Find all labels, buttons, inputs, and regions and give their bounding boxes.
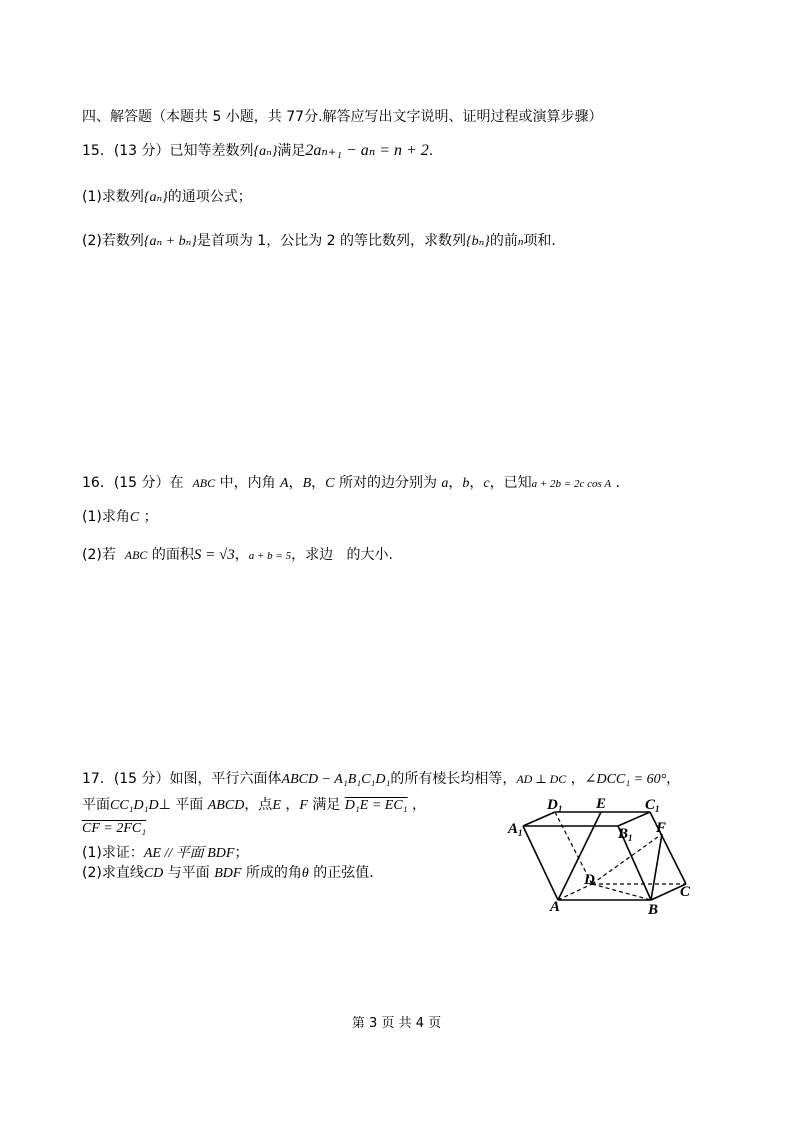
- q16-p2-post: ，求边: [291, 547, 334, 563]
- q17-head: 17．(15 分）如图，平行六面体: [82, 771, 282, 787]
- label-C: C: [680, 884, 691, 900]
- q15-p2-mid: 是首项为 1，公比为 2 的等比数列，求数列: [196, 233, 467, 249]
- q16-mid: 中，内角: [219, 475, 276, 491]
- q17-p2-post: 的正弦值.: [313, 865, 374, 881]
- q15-p2-n: n: [517, 236, 524, 248]
- q17-p1-post: ；: [234, 845, 249, 861]
- q15-p2-pre: (2)若数列: [82, 233, 144, 249]
- q17-p2-mid2: 所成的角: [245, 865, 302, 881]
- q17-mid: 的所有棱长均相等，: [390, 771, 517, 787]
- q17-p1-expr: AE // 平面 BDF: [143, 846, 235, 861]
- q15-end: .: [428, 143, 434, 159]
- q17-p2-pre: (2)求直线: [82, 865, 144, 881]
- q15-p1-post: 的通项公式；: [167, 189, 252, 205]
- q15-part2: [82, 230, 556, 250]
- q17-satisfy: 满足: [312, 797, 341, 813]
- q15-seq-an: {aₙ}: [253, 144, 278, 159]
- q16-ab: a + b = 5: [248, 550, 292, 562]
- q17-F: F: [299, 798, 308, 813]
- q15-p1-pre: (1)求数列: [82, 189, 144, 205]
- edge-C1B1: [618, 812, 650, 826]
- label-D: D: [584, 872, 595, 888]
- q16-comma1: ，: [234, 547, 249, 563]
- edge-A1D1: [523, 812, 555, 826]
- label-D1: $D_1$: [547, 797, 563, 814]
- q16-p2-mid: 的面积: [151, 547, 194, 563]
- q16-end: .: [615, 475, 620, 491]
- q16-p2-end: 的大小.: [346, 547, 393, 563]
- parallelepiped-figure: [500, 796, 710, 916]
- q17-solid: ABCD − A₁B₁C₁D₁: [281, 772, 391, 787]
- q17-pts: ，点: [244, 797, 273, 813]
- q16-a: a: [441, 476, 449, 491]
- q16-C: C: [325, 476, 335, 491]
- q17-part1: [82, 842, 248, 862]
- q15-equation: 2aₙ₊₁ − aₙ = n + 2: [305, 142, 429, 159]
- q17-p2-CD: CD: [143, 866, 164, 881]
- q17-line2: 平面CC₁D₁D⊥ 平面 ABCD，点E ，F 满足 D₁E = EC₁ ，: [82, 797, 426, 813]
- page-footer: 第 3 页 共 4 页: [351, 1016, 442, 1031]
- q15-p2-seq-anbn: {aₙ + bₙ}: [143, 234, 197, 249]
- q16-p2-tri: ABC: [124, 548, 148, 562]
- q16-head: 16．(15 分）在: [82, 475, 184, 491]
- line-FB: [651, 834, 662, 900]
- q17-perp: AD ⊥ DC: [516, 772, 567, 786]
- label-E: E: [596, 796, 607, 812]
- q16-p1-C: C: [129, 510, 140, 525]
- label-C1: $C_1$: [645, 797, 660, 814]
- label-A1: $A_1$: [508, 821, 523, 838]
- q17-angle: ∠DCC₁ = 60°: [584, 772, 667, 787]
- q17-part2: [82, 862, 374, 882]
- q17-E: E: [272, 798, 281, 813]
- q16-p1-post: ；: [143, 509, 158, 525]
- q15-p2-n-pre: 的前: [489, 233, 518, 249]
- q17-perp-sym: ⊥ 平面: [158, 797, 204, 813]
- q16-part2: [82, 544, 393, 564]
- q16-S: S = √3: [193, 547, 235, 563]
- label-A: A: [550, 899, 561, 915]
- q16-c: c: [483, 476, 490, 491]
- q16-b: b: [462, 476, 470, 491]
- q17-vec2: CF = 2FC₁: [82, 821, 147, 836]
- q16-known: ，已知: [489, 475, 532, 491]
- q16-line1: 16．(15 分）在 ABC 中，内角 A，B，C 所对的边分别为 a，b，c，已知a + 2b = 2c cos A .: [82, 475, 620, 491]
- q16-B: B: [302, 476, 312, 491]
- section-title: 四、解答题（本题共 5 小题，共 77分.解答应写出文字说明、证明过程或演算步骤）: [82, 109, 603, 125]
- q16-part1: [82, 506, 158, 526]
- q15-part1: [82, 186, 252, 206]
- q16-tri: ABC: [192, 476, 216, 490]
- q17-plane1: CC₁D₁D: [110, 798, 159, 813]
- label-B1: $B_1$: [618, 826, 633, 843]
- q15-mid: 满足: [277, 143, 306, 159]
- q16-cond: a + 2b = 2c cos A: [531, 478, 612, 490]
- q17-plane2: ABCD: [207, 798, 245, 813]
- q15-p1-seq: {aₙ}: [143, 190, 168, 205]
- q17-line2-pre: 平面: [82, 797, 110, 813]
- q17-p2-mid: 与平面: [167, 865, 210, 881]
- q16-mid2: 所对的边分别为: [338, 475, 437, 491]
- line-DB: [592, 884, 651, 900]
- q17-line3: [82, 820, 146, 837]
- q17-vec1: D₁E = EC₁: [344, 798, 408, 813]
- q16-A: A: [280, 476, 289, 491]
- q16-p2-pre: (2)若: [82, 547, 116, 563]
- q17-line1: 17．(15 分）如图，平行六面体ABCD − A₁B₁C₁D₁的所有棱长均相等，AD ⊥ DC ，∠DCC₁ = 60°，: [82, 771, 681, 787]
- q15-line1: [82, 140, 433, 160]
- label-F: F: [656, 820, 667, 836]
- label-B: B: [648, 902, 659, 918]
- q17-theta: θ: [301, 866, 309, 881]
- q17-p1-pre: (1)求证：: [82, 845, 144, 861]
- edge-A1A: [523, 826, 558, 900]
- q15-head: 15．(13 分）已知等差数列: [82, 143, 254, 159]
- q16-p1-pre: (1)求角: [82, 509, 130, 525]
- q15-p2-post: 项和.: [523, 233, 556, 249]
- q15-p2-seq-bn: {bₙ}: [466, 234, 490, 249]
- q17-p2-BDF: BDF: [214, 866, 242, 881]
